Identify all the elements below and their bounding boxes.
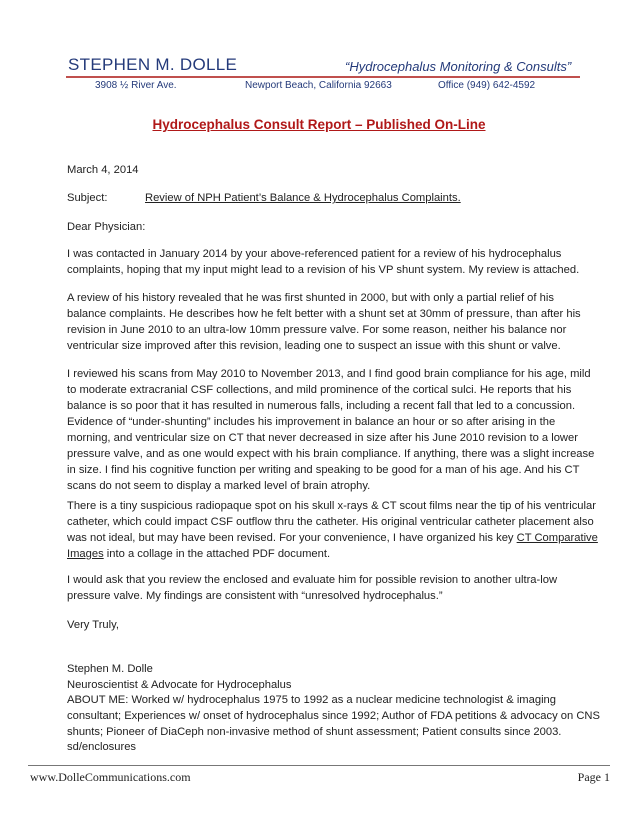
letterhead-name: STEPHEN M. DOLLE <box>68 55 238 74</box>
footer-divider <box>28 765 610 766</box>
paragraph-line: balance complaints. He describes how he felt better with a shunt set at 30mm of pressure, than after his <box>67 308 581 320</box>
paragraph-line: to moderate extracranial CSF collections, and mild prominence of the cortical sulci. He reports that his <box>67 384 572 396</box>
paragraph-line: Evidence of “under-shunting” includes his improvement in balance an hour or so after arising in the <box>67 416 556 428</box>
paragraph-line: A review of his history revealed that he was first shunted in 2000, but with only a partial relief of his <box>67 292 554 304</box>
paragraph-line: in size. I find his cognitive function per writing and speaking to be good for a man of his age. And his CT <box>67 464 580 476</box>
about-me <box>67 692 600 740</box>
paragraph-line: catheter, which could impact CSF outflow thru the catheter. His original ventricular catheter placement also <box>67 516 594 528</box>
signature-block <box>67 661 577 693</box>
paragraph-line: revision in June 2010 to an ultra-low 10mm pressure valve. For some reason, neither his balance nor <box>67 324 567 336</box>
about-line: shunts; Pioneer of DiaCeph non-invasive method of shunt assessment; Patient consults since 2003. <box>67 726 562 738</box>
paragraph-line: I was contacted in January 2014 by your above-referenced patient for a review of his hydrocephalus <box>67 248 562 260</box>
letterhead-city: Newport Beach, California 92663 <box>245 80 392 91</box>
letter-date: March 4, 2014 <box>67 164 139 176</box>
paragraph-line: I would ask that you review the enclosed and evaluate him for possible revision to another ultra-low <box>67 574 558 586</box>
signature-name: Stephen M. Dolle <box>67 663 153 675</box>
subject-label: Subject: <box>67 192 108 204</box>
salutation: Dear Physician: <box>67 221 146 233</box>
paragraph-line: balance is so poor that it has resulted in numerous falls, including a recent fall that led to a concussion. <box>67 400 576 412</box>
paragraph-line: There is a tiny suspicious radiopaque spot on his skull x-rays & CT scout films near the tip of his ventricular <box>67 500 596 512</box>
paragraph-line <box>67 530 598 546</box>
paragraph-2 <box>67 290 581 354</box>
paragraph-5 <box>67 572 577 604</box>
paragraph-line: I reviewed his scans from May 2010 to November 2013, and I find good brain compliance for his age, mild <box>67 368 591 380</box>
ct-comparative-images-link[interactable]: CT Comparative <box>516 532 598 544</box>
paragraph-1 <box>67 246 580 278</box>
subject-value: Review of NPH Patient’s Balance & Hydrocephalus Complaints. <box>145 192 461 204</box>
paragraph-line <box>67 546 577 562</box>
paragraph-text: into a collage in the attached PDF document. <box>103 548 331 560</box>
footer-website[interactable]: www.DolleCommunications.com <box>30 770 191 784</box>
paragraph-text: was not ideal, but may have been revised. For your convenience, I have organized his key <box>67 532 517 544</box>
letterhead-address: 3908 ½ River Ave. <box>95 80 177 91</box>
about-line: ABOUT ME: Worked w/ hydrocephalus 1975 to 1992 as a nuclear medicine technologist & imaging <box>67 694 556 706</box>
paragraph-line: ventricular size improved after this revision, leading one to suspect an issue with this shunt or valve. <box>67 340 561 352</box>
enclosures-note: sd/enclosures <box>67 741 137 753</box>
paragraph-4 <box>67 498 598 562</box>
paragraph-3 <box>67 366 595 494</box>
letterhead-divider <box>66 76 580 78</box>
signature-title: Neuroscientist & Advocate for Hydrocephalus <box>67 679 292 691</box>
paragraph-line: morning, and ventricular size on CT that never decreased in size after his June 2010 revision to a lower <box>67 432 578 444</box>
paragraph-line: pressure valve, and as one would expect with his brain compliance. If anything, there was a slight increase <box>67 448 595 460</box>
report-title: Hydrocephalus Consult Report – Published On-Line <box>152 117 486 132</box>
footer-page-number: Page 1 <box>577 770 610 784</box>
ct-comparative-images-link-cont[interactable]: Images <box>67 548 104 560</box>
letterhead-phone: Office (949) 642-4592 <box>438 80 536 91</box>
about-line: consultant; Experiences w/ onset of hydrocephalus since 1992; Author of FDA petitions & advocacy on CNS <box>67 710 600 722</box>
paragraph-line: scans do not seem to display a marked level of brain atrophy. <box>67 480 371 492</box>
letterhead-tagline: “Hydrocephalus Monitoring & Consults” <box>345 59 572 74</box>
paragraph-line: complaints, hoping that my input might lead to a revision of his VP shunt system. My review is attached. <box>67 264 580 276</box>
paragraph-line: pressure valve. My findings are consistent with “unresolved hydrocephalus.” <box>67 590 443 602</box>
closing: Very Truly, <box>67 619 120 631</box>
